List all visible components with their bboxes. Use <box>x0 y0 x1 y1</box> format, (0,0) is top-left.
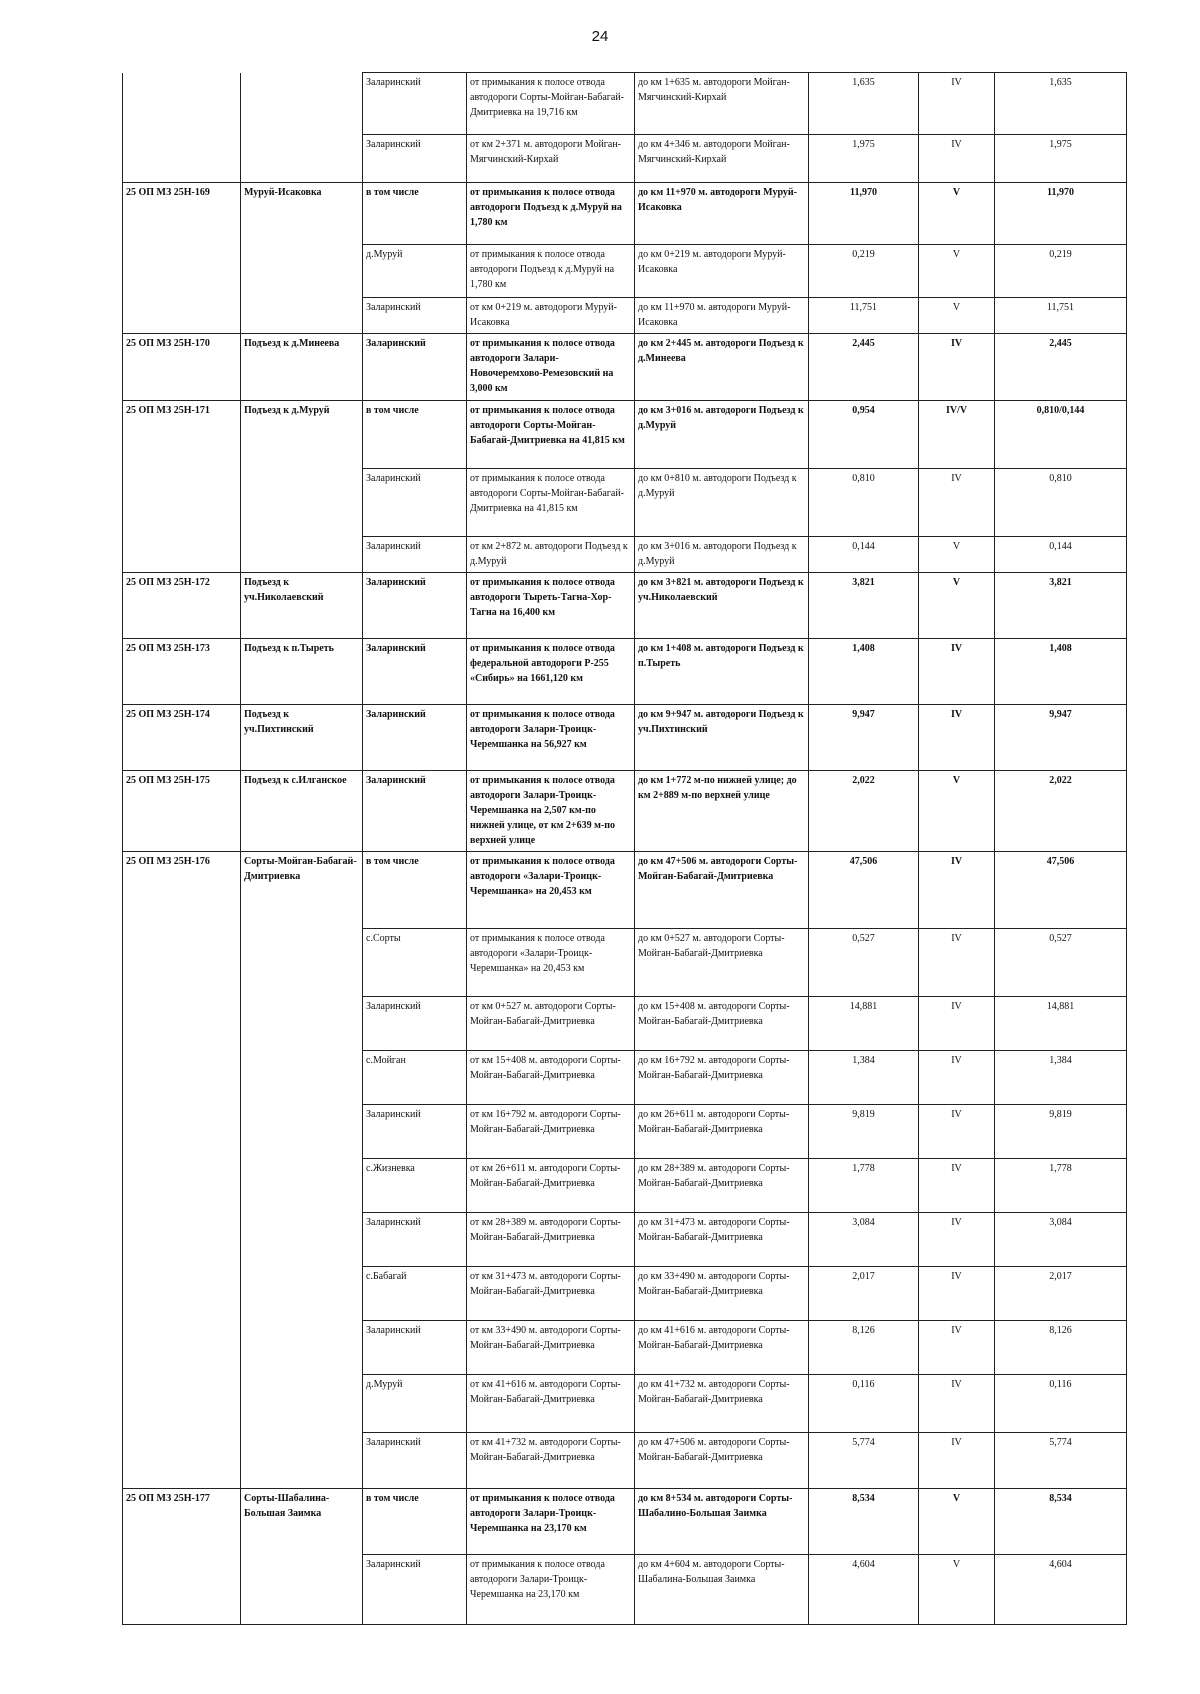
total-length-cell: 2,022 <box>995 771 1127 852</box>
category-cell: IV <box>919 1213 995 1267</box>
length-cell: 4,604 <box>809 1555 919 1625</box>
length-cell: 5,774 <box>809 1433 919 1489</box>
district-cell: Заларинский <box>363 469 467 537</box>
category-cell: IV <box>919 334 995 401</box>
segment-start-cell: от примыкания к полосе отвода автодороги Залари-Новочеремхово-Ремезовский на 3,000 км <box>467 334 635 401</box>
district-cell: д.Муруй <box>363 245 467 298</box>
road-code-cell: 25 ОП МЗ 25Н-174 <box>123 705 241 771</box>
road-header-row <box>123 1489 1127 1555</box>
page-number: 24 <box>591 28 609 45</box>
district-cell: Заларинский <box>363 298 467 334</box>
segment-end-cell: до км 33+490 м. автодороги Сорты-Мойган-Бабагай-Дмитриевка <box>635 1267 809 1321</box>
category-cell: V <box>919 245 995 298</box>
length-cell: 9,819 <box>809 1105 919 1159</box>
length-cell: 1,635 <box>809 73 919 135</box>
segment-start-cell: от км 0+527 м. автодороги Сорты-Мойган-Бабагай-Дмитриевка <box>467 997 635 1051</box>
segment-row <box>123 1159 1127 1213</box>
district-cell: Заларинский <box>363 573 467 639</box>
segment-row <box>123 1267 1127 1321</box>
roads-table <box>122 72 1127 1625</box>
segment-start-cell: от примыкания к полосе отвода автодороги Сорты-Мойган-Бабагай-Дмитриевка на 19,716 км <box>467 73 635 135</box>
road-name-cell <box>241 1321 363 1375</box>
segment-start-cell: от примыкания к полосе отвода автодороги «Залари-Троицк-Черемшанка» на 20,453 км <box>467 852 635 929</box>
road-code-cell: 25 ОП МЗ 25Н-176 <box>123 852 241 929</box>
road-code-cell: 25 ОП МЗ 25Н-173 <box>123 639 241 705</box>
road-name-cell <box>241 997 363 1051</box>
segment-start-cell: от примыкания к полосе отвода автодороги Сорты-Мойган-Бабагай-Дмитриевка на 41,815 км <box>467 469 635 537</box>
segment-row <box>123 537 1127 573</box>
segment-end-cell: до км 2+445 м. автодороги Подъезд к д.Минеева <box>635 334 809 401</box>
length-cell: 1,975 <box>809 135 919 183</box>
segment-row <box>123 1213 1127 1267</box>
length-cell: 0,219 <box>809 245 919 298</box>
segment-row <box>123 929 1127 997</box>
total-length-cell: 1,384 <box>995 1051 1127 1105</box>
category-cell: IV <box>919 852 995 929</box>
road-name-cell <box>241 298 363 334</box>
segment-end-cell: до км 28+389 м. автодороги Сорты-Мойган-Бабагай-Дмитриевка <box>635 1159 809 1213</box>
category-cell: V <box>919 1555 995 1625</box>
district-cell: Заларинский <box>363 334 467 401</box>
road-name-cell <box>241 929 363 997</box>
total-length-cell: 5,774 <box>995 1433 1127 1489</box>
segment-row <box>123 1555 1127 1625</box>
segment-end-cell: до км 8+534 м. автодороги Сорты-Шабалино-Большая Заимка <box>635 1489 809 1555</box>
total-length-cell: 8,534 <box>995 1489 1127 1555</box>
road-name-cell <box>241 537 363 573</box>
category-cell: V <box>919 573 995 639</box>
total-length-cell: 2,445 <box>995 334 1127 401</box>
length-cell: 0,954 <box>809 401 919 469</box>
total-length-cell: 1,975 <box>995 135 1127 183</box>
district-cell: в том числе <box>363 401 467 469</box>
road-header-row <box>123 573 1127 639</box>
length-cell: 2,017 <box>809 1267 919 1321</box>
category-cell: IV <box>919 1321 995 1375</box>
total-length-cell: 14,881 <box>995 997 1127 1051</box>
road-name-cell <box>241 135 363 183</box>
road-name-cell <box>241 73 363 135</box>
district-cell: Заларинский <box>363 997 467 1051</box>
road-code-cell <box>123 1375 241 1433</box>
segment-end-cell: до км 47+506 м. автодороги Сорты-Мойган-Бабагай-Дмитриевка <box>635 1433 809 1489</box>
road-name-cell: Подъезд к уч.Николаевский <box>241 573 363 639</box>
segment-end-cell: до км 0+810 м. автодороги Подъезд к д.Муруй <box>635 469 809 537</box>
length-cell: 3,084 <box>809 1213 919 1267</box>
road-code-cell <box>123 1159 241 1213</box>
segment-end-cell: до км 0+219 м. автодороги Муруй-Исаковка <box>635 245 809 298</box>
segment-end-cell: до км 15+408 м. автодороги Сорты-Мойган-Бабагай-Дмитриевка <box>635 997 809 1051</box>
road-code-cell <box>123 73 241 135</box>
segment-end-cell: до км 3+016 м. автодороги Подъезд к д.Муруй <box>635 401 809 469</box>
road-name-cell <box>241 1433 363 1489</box>
road-header-row <box>123 639 1127 705</box>
road-header-row <box>123 705 1127 771</box>
district-cell: Заларинский <box>363 537 467 573</box>
length-cell: 11,751 <box>809 298 919 334</box>
category-cell: V <box>919 537 995 573</box>
segment-start-cell: от км 41+732 м. автодороги Сорты-Мойган-Бабагай-Дмитриевка <box>467 1433 635 1489</box>
segment-row <box>123 469 1127 537</box>
road-name-cell: Подъезд к уч.Пихтинский <box>241 705 363 771</box>
segment-start-cell: от км 41+616 м. автодороги Сорты-Мойган-Бабагай-Дмитриевка <box>467 1375 635 1433</box>
segment-end-cell: до км 3+821 м. автодороги Подъезд к уч.Николаевский <box>635 573 809 639</box>
segment-row <box>123 1375 1127 1433</box>
district-cell: Заларинский <box>363 1213 467 1267</box>
category-cell: IV <box>919 705 995 771</box>
category-cell: IV <box>919 1105 995 1159</box>
district-cell: Заларинский <box>363 705 467 771</box>
total-length-cell: 11,970 <box>995 183 1127 245</box>
table-body <box>123 73 1127 1625</box>
district-cell: с.Бабагай <box>363 1267 467 1321</box>
category-cell: IV <box>919 135 995 183</box>
road-code-cell <box>123 1433 241 1489</box>
road-name-cell <box>241 1555 363 1625</box>
road-name-cell <box>241 1051 363 1105</box>
road-code-cell <box>123 537 241 573</box>
segment-end-cell: до км 1+408 м. автодороги Подъезд к п.Тыреть <box>635 639 809 705</box>
category-cell: IV <box>919 1159 995 1213</box>
district-cell: д.Муруй <box>363 1375 467 1433</box>
total-length-cell: 11,751 <box>995 298 1127 334</box>
district-cell: в том числе <box>363 852 467 929</box>
segment-row <box>123 997 1127 1051</box>
total-length-cell: 1,635 <box>995 73 1127 135</box>
road-code-cell <box>123 997 241 1051</box>
district-cell: Заларинский <box>363 73 467 135</box>
category-cell: IV <box>919 639 995 705</box>
road-header-row <box>123 401 1127 469</box>
length-cell: 0,116 <box>809 1375 919 1433</box>
length-cell: 3,821 <box>809 573 919 639</box>
segment-end-cell: до км 4+346 м. автодороги Мойган-Мягчинский-Кирхай <box>635 135 809 183</box>
segment-end-cell: до км 11+970 м. автодороги Муруй-Исаковка <box>635 298 809 334</box>
segment-row <box>123 298 1127 334</box>
category-cell: V <box>919 298 995 334</box>
road-name-cell <box>241 1375 363 1433</box>
segment-end-cell: до км 1+635 м. автодороги Мойган-Мягчинский-Кирхай <box>635 73 809 135</box>
segment-start-cell: от примыкания к полосе отвода автодороги Тыреть-Тагна-Хор-Тагна на 16,400 км <box>467 573 635 639</box>
total-length-cell: 0,527 <box>995 929 1127 997</box>
road-code-cell <box>123 245 241 298</box>
segment-start-cell: от км 33+490 м. автодороги Сорты-Мойган-Бабагай-Дмитриевка <box>467 1321 635 1375</box>
segment-end-cell: до км 4+604 м. автодороги Сорты-Шабалина-Большая Заимка <box>635 1555 809 1625</box>
category-cell: IV <box>919 469 995 537</box>
road-header-row <box>123 183 1127 245</box>
segment-end-cell: до км 11+970 м. автодороги Муруй-Исаковка <box>635 183 809 245</box>
segment-end-cell: до км 9+947 м. автодороги Подъезд к уч.Пихтинский <box>635 705 809 771</box>
length-cell: 1,778 <box>809 1159 919 1213</box>
length-cell: 0,144 <box>809 537 919 573</box>
road-name-cell: Сорты-Мойган-Бабагай-Дмитриевка <box>241 852 363 929</box>
district-cell: Заларинский <box>363 1321 467 1375</box>
segment-end-cell: до км 41+616 м. автодороги Сорты-Мойган-Бабагай-Дмитриевка <box>635 1321 809 1375</box>
total-length-cell: 0,116 <box>995 1375 1127 1433</box>
length-cell: 9,947 <box>809 705 919 771</box>
length-cell: 11,970 <box>809 183 919 245</box>
total-length-cell: 0,144 <box>995 537 1127 573</box>
segment-start-cell: от км 2+872 м. автодороги Подъезд к д.Муруй <box>467 537 635 573</box>
road-name-cell <box>241 1267 363 1321</box>
length-cell: 8,126 <box>809 1321 919 1375</box>
road-name-cell: Подъезд к п.Тыреть <box>241 639 363 705</box>
road-code-cell <box>123 1051 241 1105</box>
segment-row <box>123 1105 1127 1159</box>
district-cell: Заларинский <box>363 1555 467 1625</box>
district-cell: Заларинский <box>363 1433 467 1489</box>
road-code-cell <box>123 1555 241 1625</box>
road-code-cell <box>123 1321 241 1375</box>
total-length-cell: 0,810 <box>995 469 1127 537</box>
road-code-cell: 25 ОП МЗ 25Н-170 <box>123 334 241 401</box>
length-cell: 14,881 <box>809 997 919 1051</box>
total-length-cell: 1,408 <box>995 639 1127 705</box>
segment-start-cell: от примыкания к полосе отвода автодороги Залари-Троицк-Черемшанка на 56,927 км <box>467 705 635 771</box>
road-code-cell <box>123 1267 241 1321</box>
road-code-cell: 25 ОП МЗ 25Н-175 <box>123 771 241 852</box>
road-code-cell <box>123 929 241 997</box>
road-header-row <box>123 334 1127 401</box>
road-code-cell <box>123 298 241 334</box>
segment-end-cell: до км 3+016 м. автодороги Подъезд к д.Муруй <box>635 537 809 573</box>
road-name-cell <box>241 469 363 537</box>
segment-row <box>123 1321 1127 1375</box>
district-cell: Заларинский <box>363 1105 467 1159</box>
category-cell: IV <box>919 1433 995 1489</box>
category-cell: IV <box>919 929 995 997</box>
segment-end-cell: до км 1+772 м-по нижней улице; до км 2+889 м-по верхней улице <box>635 771 809 852</box>
category-cell: V <box>919 1489 995 1555</box>
road-name-cell: Подъезд к д.Минеева <box>241 334 363 401</box>
category-cell: IV <box>919 73 995 135</box>
segment-start-cell: от примыкания к полосе отвода автодороги Подъезд к д.Муруй на 1,780 км <box>467 245 635 298</box>
segment-start-cell: от км 28+389 м. автодороги Сорты-Мойган-Бабагай-Дмитриевка <box>467 1213 635 1267</box>
road-name-cell <box>241 1213 363 1267</box>
length-cell: 0,527 <box>809 929 919 997</box>
segment-start-cell: от км 16+792 м. автодороги Сорты-Мойган-Бабагай-Дмитриевка <box>467 1105 635 1159</box>
road-name-cell <box>241 245 363 298</box>
road-code-cell <box>123 1213 241 1267</box>
segment-start-cell: от км 31+473 м. автодороги Сорты-Мойган-Бабагай-Дмитриевка <box>467 1267 635 1321</box>
category-cell: IV <box>919 1267 995 1321</box>
segment-row <box>123 73 1127 135</box>
length-cell: 2,445 <box>809 334 919 401</box>
segment-start-cell: от примыкания к полосе отвода автодороги Залари-Троицк-Черемшанка на 23,170 км <box>467 1555 635 1625</box>
road-name-cell: Подъезд к д.Муруй <box>241 401 363 469</box>
road-code-cell <box>123 135 241 183</box>
segment-end-cell: до км 16+792 м. автодороги Сорты-Мойган-Бабагай-Дмитриевка <box>635 1051 809 1105</box>
road-code-cell: 25 ОП МЗ 25Н-172 <box>123 573 241 639</box>
segment-row <box>123 1433 1127 1489</box>
road-code-cell: 25 ОП МЗ 25Н-171 <box>123 401 241 469</box>
road-name-cell <box>241 1159 363 1213</box>
total-length-cell: 3,084 <box>995 1213 1127 1267</box>
segment-start-cell: от км 15+408 м. автодороги Сорты-Мойган-Бабагай-Дмитриевка <box>467 1051 635 1105</box>
length-cell: 1,384 <box>809 1051 919 1105</box>
category-cell: IV <box>919 1375 995 1433</box>
total-length-cell: 1,778 <box>995 1159 1127 1213</box>
total-length-cell: 3,821 <box>995 573 1127 639</box>
total-length-cell: 8,126 <box>995 1321 1127 1375</box>
segment-row <box>123 135 1127 183</box>
segment-end-cell: до км 41+732 м. автодороги Сорты-Мойган-Бабагай-Дмитриевка <box>635 1375 809 1433</box>
length-cell: 1,408 <box>809 639 919 705</box>
road-name-cell: Подъезд к с.Илганское <box>241 771 363 852</box>
road-name-cell: Сорты-Шабалина-Большая Заимка <box>241 1489 363 1555</box>
road-header-row <box>123 852 1127 929</box>
length-cell: 2,022 <box>809 771 919 852</box>
district-cell: с.Мойган <box>363 1051 467 1105</box>
segment-start-cell: от примыкания к полосе отвода федеральной автодороги Р-255 «Сибирь» на 1661,120 км <box>467 639 635 705</box>
segment-start-cell: от км 26+611 м. автодороги Сорты-Мойган-Бабагай-Дмитриевка <box>467 1159 635 1213</box>
total-length-cell: 9,819 <box>995 1105 1127 1159</box>
district-cell: с.Жизневка <box>363 1159 467 1213</box>
district-cell: Заларинский <box>363 639 467 705</box>
category-cell: V <box>919 771 995 852</box>
category-cell: IV <box>919 1051 995 1105</box>
segment-end-cell: до км 0+527 м. автодороги Сорты-Мойган-Бабагай-Дмитриевка <box>635 929 809 997</box>
total-length-cell: 4,604 <box>995 1555 1127 1625</box>
segment-start-cell: от км 2+371 м. автодороги Мойган-Мягчинский-Кирхай <box>467 135 635 183</box>
total-length-cell: 0,810/0,144 <box>995 401 1127 469</box>
total-length-cell: 2,017 <box>995 1267 1127 1321</box>
road-code-cell: 25 ОП МЗ 25Н-169 <box>123 183 241 245</box>
district-cell: Заларинский <box>363 135 467 183</box>
road-name-cell <box>241 1105 363 1159</box>
segment-end-cell: до км 31+473 м. автодороги Сорты-Мойган-Бабагай-Дмитриевка <box>635 1213 809 1267</box>
road-header-row <box>123 771 1127 852</box>
segment-start-cell: от примыкания к полосе отвода автодороги Залари-Троицк-Черемшанка на 23,170 км <box>467 1489 635 1555</box>
district-cell: в том числе <box>363 1489 467 1555</box>
segment-start-cell: от примыкания к полосе отвода автодороги «Залари-Троицк-Черемшанка» на 20,453 км <box>467 929 635 997</box>
segment-end-cell: до км 47+506 м. автодороги Сорты-Мойган-Бабагай-Дмитриевка <box>635 852 809 929</box>
length-cell: 47,506 <box>809 852 919 929</box>
road-name-cell: Муруй-Исаковка <box>241 183 363 245</box>
category-cell: IV/V <box>919 401 995 469</box>
segment-start-cell: от примыкания к полосе отвода автодороги Подъезд к д.Муруй на 1,780 км <box>467 183 635 245</box>
total-length-cell: 47,506 <box>995 852 1127 929</box>
segment-row <box>123 1051 1127 1105</box>
road-code-cell: 25 ОП МЗ 25Н-177 <box>123 1489 241 1555</box>
segment-start-cell: от примыкания к полосе отвода автодороги Сорты-Мойган-Бабагай-Дмитриевка на 41,815 км <box>467 401 635 469</box>
length-cell: 8,534 <box>809 1489 919 1555</box>
category-cell: V <box>919 183 995 245</box>
total-length-cell: 0,219 <box>995 245 1127 298</box>
length-cell: 0,810 <box>809 469 919 537</box>
segment-start-cell: от примыкания к полосе отвода автодороги Залари-Троицк-Черемшанка на 2,507 км-по нижней улице, от км 2+639 м-по верхней улице <box>467 771 635 852</box>
total-length-cell: 9,947 <box>995 705 1127 771</box>
district-cell: Заларинский <box>363 771 467 852</box>
segment-row <box>123 245 1127 298</box>
district-cell: с.Сорты <box>363 929 467 997</box>
segment-start-cell: от км 0+219 м. автодороги Муруй-Исаковка <box>467 298 635 334</box>
road-code-cell <box>123 469 241 537</box>
district-cell: в том числе <box>363 183 467 245</box>
category-cell: IV <box>919 997 995 1051</box>
road-code-cell <box>123 1105 241 1159</box>
segment-end-cell: до км 26+611 м. автодороги Сорты-Мойган-Бабагай-Дмитриевка <box>635 1105 809 1159</box>
